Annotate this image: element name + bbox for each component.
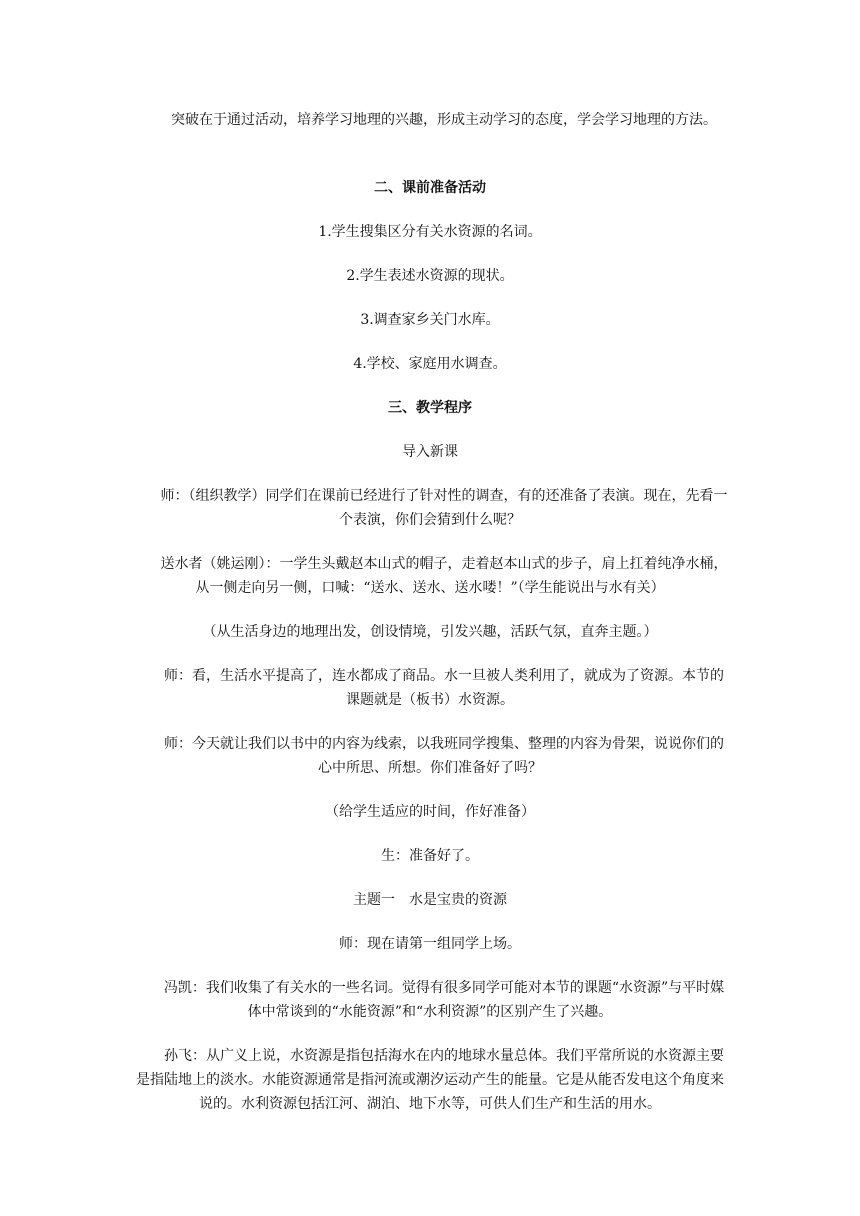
teacher-line-3: 师：今天就让我们以书中的内容为线索，以我班同学搜集、整理的内容为骨架，说说你们的心中所思、所想。你们准备好了吗？ bbox=[164, 736, 724, 776]
teacher-line-1: 师：（组织教学）同学们在课前已经进行了针对性的调查，有的还准备了表演。现在，先看一个表演，你们会猜到什么呢？ bbox=[160, 488, 728, 528]
prep-item-1: 1.学生搜集区分有关水资源的名词。 bbox=[318, 224, 542, 240]
prep-item-3: 3.调查家乡关门水库。 bbox=[360, 312, 500, 328]
note-paragraph-1: （从生活身边的地理出发，创设情境，引发兴趣，活跃气氛，直奔主题。） bbox=[202, 624, 658, 640]
sun-fei-paragraph: 孙飞：从广义上说，水资源是指包括海水在内的地球水量总体。我们平常所说的水资源主要是指陆地上的淡水。水能资源通常是指河流或潮汐运动产生的能量。它是从能否发电这个角度来说的。水利资源包括江河、湖泊、地下水等，可供人们生产和生活的用水。 bbox=[136, 1048, 724, 1112]
theme-heading-1: 主题一 水是宝贵的资源 bbox=[353, 892, 507, 908]
feng-kai-paragraph: 冯凯：我们收集了有关水的一些名词。觉得有很多同学可能对本节的课题“水资源”与平时媒体中常谈到的“水能资源”和“水利资源”的区别产生了兴趣。 bbox=[163, 980, 725, 1020]
teacher-line-2: 师：看，生活水平提高了，连水都成了商品。水一旦被人类利用了，就成为了资源。本节的课题就是（板书）水资源。 bbox=[164, 668, 724, 708]
intro-paragraph: 突破在于通过活动，培养学习地理的兴趣，形成主动学习的态度，学会学习地理的方法。 bbox=[171, 112, 717, 128]
prep-item-2: 2.学生表述水资源的现状。 bbox=[346, 268, 514, 284]
teacher-line-4: 师：现在请第一组同学上场。 bbox=[339, 936, 521, 952]
water-carrier-paragraph: 送水者（姚运刚）：一学生头戴赵本山式的帽子，走着赵本山式的步子，肩上扛着纯净水桶，从一侧走向另一侧，口喊：“送水、送水、送水喽！”（学生能说出与水有关） bbox=[160, 556, 728, 596]
subheading-intro: 导入新课 bbox=[402, 444, 458, 460]
prep-item-4: 4.学校、家庭用水调查。 bbox=[353, 356, 507, 372]
student-line: 生：准备好了。 bbox=[381, 848, 479, 864]
section-heading-preparation: 二、课前准备活动 bbox=[374, 180, 486, 196]
note-paragraph-2: （给学生适应的时间，作好准备） bbox=[325, 804, 535, 820]
section-heading-procedure: 三、教学程序 bbox=[388, 400, 472, 416]
